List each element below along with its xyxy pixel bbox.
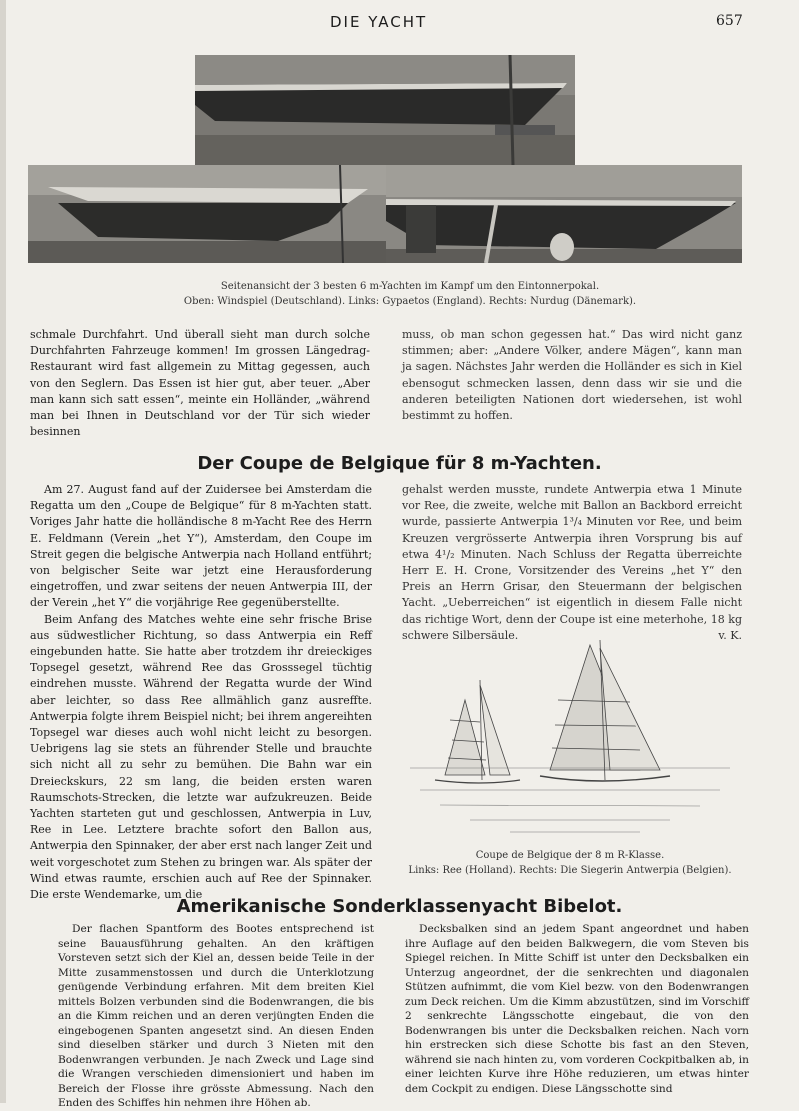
- article3-right-text: Decksbalken sind an jedem Spant angeordnet und haben ihre Auflage auf den beiden Balkwegern, die vom Steven bis Spiegel reichen. In Mitte Schiff ist unter den Decksbalken ein Unterzug angeordnet, der die senkrechten und diagonalen Stützen aufnimmt, die vom Kiel bezw. von den Bodenwrangen zum Deck reichen. Um die Kimm abzustützen, sind im Vorschiff 2 senkrechte Längsschotte eingebaut, die von den Bodenwrangen bis unter die Decksbalken reichen. Nach vorn hin erstrecken sich diese Schotte bis fast an den Steven, während sie nach hinten zu, vom vorderen Cockpitbalken ab, in einer leichten Kurve ihre Höhe reduzieren, um etwas hinter dem Cockpit zu endigen. Diese Längsschotte sind: [405, 923, 749, 1095]
- photo-caption: [30, 279, 790, 309]
- article2-paragraph: Am 27. August fand auf der Zuidersee bei Amsterdam die Regatta um den „Coupe de Belgique“ für 8 m-Yachten statt. Voriges Jahr hatte die holländische 8 m-Yacht Ree des Herrn E. Feldmann (Verein „het Y“), Amsterdam, den Coupe im Streit gegen die belgische Antwerpia nach Holland entführt; von belgischer Seite war jetzt eine Herausforderung eingetroffen, und zwar seitens der neuen Antwerpia III, der der Verein „het Y“ die vorjährige Ree gegenüberstellte.: [30, 483, 372, 610]
- sailboat-sketch: [400, 640, 740, 845]
- article1-right-column: [402, 327, 742, 424]
- article2-right-column: [402, 482, 742, 644]
- running-head: [0, 13, 799, 33]
- author-signature: v. K.: [718, 628, 742, 642]
- journal-title: DIE YACHT: [330, 13, 428, 31]
- sketch-caption: [400, 848, 740, 878]
- photo-caption-line2: Oben: Windspiel (Deutschland). Links: Gypaetos (England). Rechts: Nurdug (Dänemark).: [183, 296, 637, 307]
- article2-paragraph: Beim Anfang des Matches wehte eine sehr frische Brise aus südwestlicher Richtung, so dass Antwerpia ein Reff eingebunden hatte. Sie hatte aber trotzdem ihr dreieckiges Topsegel gesetzt, während Ree das Grosssegel tüchtig eindrehen musste. Während der Regatta wurde der Wind aber leichter, so dass Ree allmählich ganz ausreffte. Antwerpia folgte ihrem Beispiel nicht; bei ihrem angereihten Topsegel war dieses auch wohl nicht leicht zu besorgen. Uebrigens lag sie stets an führender Stelle und brauchte sich nicht all zu sehr zu bemühen. Die Bahn war ein Dreieckskurs, 22 sm lang, die beiden ersten waren Raumschots-Strecken, die letzte war aufzukreuzen. Beide Yachten starteten gut und geschlossen, Antwerpia in Luv, Ree in Lee. Letztere brachte sofort den Ballon aus, Antwerpia den Spinnaker, der aber erst nach langer Zeit und weit vorgeschotet zum Stehen zu bringen war. Als später der Wind etwas raumte, erschien auch auf Ree der Spinnaker. Die erste Wendemarke, um die: [30, 612, 372, 902]
- article2-left-column: [30, 482, 372, 903]
- article2-right-text: gehalst werden musste, rundete Antwerpia etwa 1 Minute vor Ree, die zweite, welche mit Ballon an Backbord erreicht wurde, passierte Antwerpia 1³/₄ Minuten vor Ree, und beim Kreuzen vergrösserte Antwerpia ihren Vorsprung bis auf etwa 4¹/₂ Minuten. Nach Schluss der Regatta überreichte Herr E. H. Crone, Vorsitzender des Vereins „het Y“ den Preis an Herrn Grisar, den Steuermann der belgischen Yacht. „Ueberreichen“ ist eigentlich in diesem Falle nicht das richtige Wort, denn der Coupe ist eine meterhohe, 18 kg schwere Silbersäule.: [402, 483, 742, 642]
- page-number: 657: [716, 13, 743, 29]
- article3-left-column: [58, 922, 374, 1111]
- article2-heading: Der Coupe de Belgique für 8 m-Yachten.: [197, 453, 602, 474]
- sketch-caption-line2: Links: Ree (Holland). Rechts: Die Siegerin Antwerpia (Belgien).: [408, 865, 732, 876]
- article3-left-text: Der flachen Spantform des Bootes entsprechend ist seine Bauausführung gehalten. An den kräftigen Vorsteven setzt sich der Kiel an, dessen beide Teile in der Mitte zusammenstossen und durch die Unterklotzung genügende Verbindung erfahren. Mit dem breiten Kiel mittels Bolzen verbunden sind die Bodenwrangen, die bis an die Kimm reichen und an deren verjüngten Enden die eingebogenen Spanten angesetzt sind. An diesen Enden sind dieselben stärker und durch 3 Nieten mit den Bodenwrangen verbunden. Je nach Zweck und Lage sind die Wrangen verschieden dimensioniert und haben im Bereich der Flosse ihre grösste Abmessung. Nach den Enden des Schiffes hin nehmen ihre Höhen ab.: [58, 923, 374, 1109]
- photo-gypaetos: [28, 165, 386, 263]
- article1-left-text: schmale Durchfahrt. Und überall sieht man durch solche Durchfahrten Fahrzeuge kommen! Im grossen Längedrag-Restaurant wird fast allgemein zu Mittag gegessen, auch von den Seglern. Das Essen ist hier gut, aber teuer. „Aber man kann sich satt essen“, meinte ein Holländer, „während man bei Ihnen in Deutschland vor der Tür sich wieder besinnen: [30, 328, 370, 439]
- article3-heading: Amerikanische Sonderklassenyacht Bibelot.: [176, 896, 623, 917]
- article3-right-column: [405, 922, 749, 1096]
- article1-left-column: [30, 327, 370, 440]
- article1-right-text: muss, ob man schon gegessen hat.“ Das wird nicht ganz stimmen; aber: „Andere Völker, andere Mägen“, kann man ja sagen. Nächstes Jahr werden die Holländer es sich in Kiel ebensogut schmecken lassen, denn dass wir sie und die anderen beteiligten Nationen dort wiedersehen, ist wohl bestimmt zu hoffen.: [402, 328, 742, 423]
- photo-windspiel: [195, 55, 575, 165]
- photo-caption-line1: Seitenansicht der 3 besten 6 m-Yachten im Kampf um den Eintonnerpokal.: [220, 281, 600, 292]
- sketch-caption-line1: Coupe de Belgique der 8 m R-Klasse.: [475, 850, 665, 861]
- page-edge: [0, 0, 6, 1103]
- photo-nurdug: [386, 165, 742, 263]
